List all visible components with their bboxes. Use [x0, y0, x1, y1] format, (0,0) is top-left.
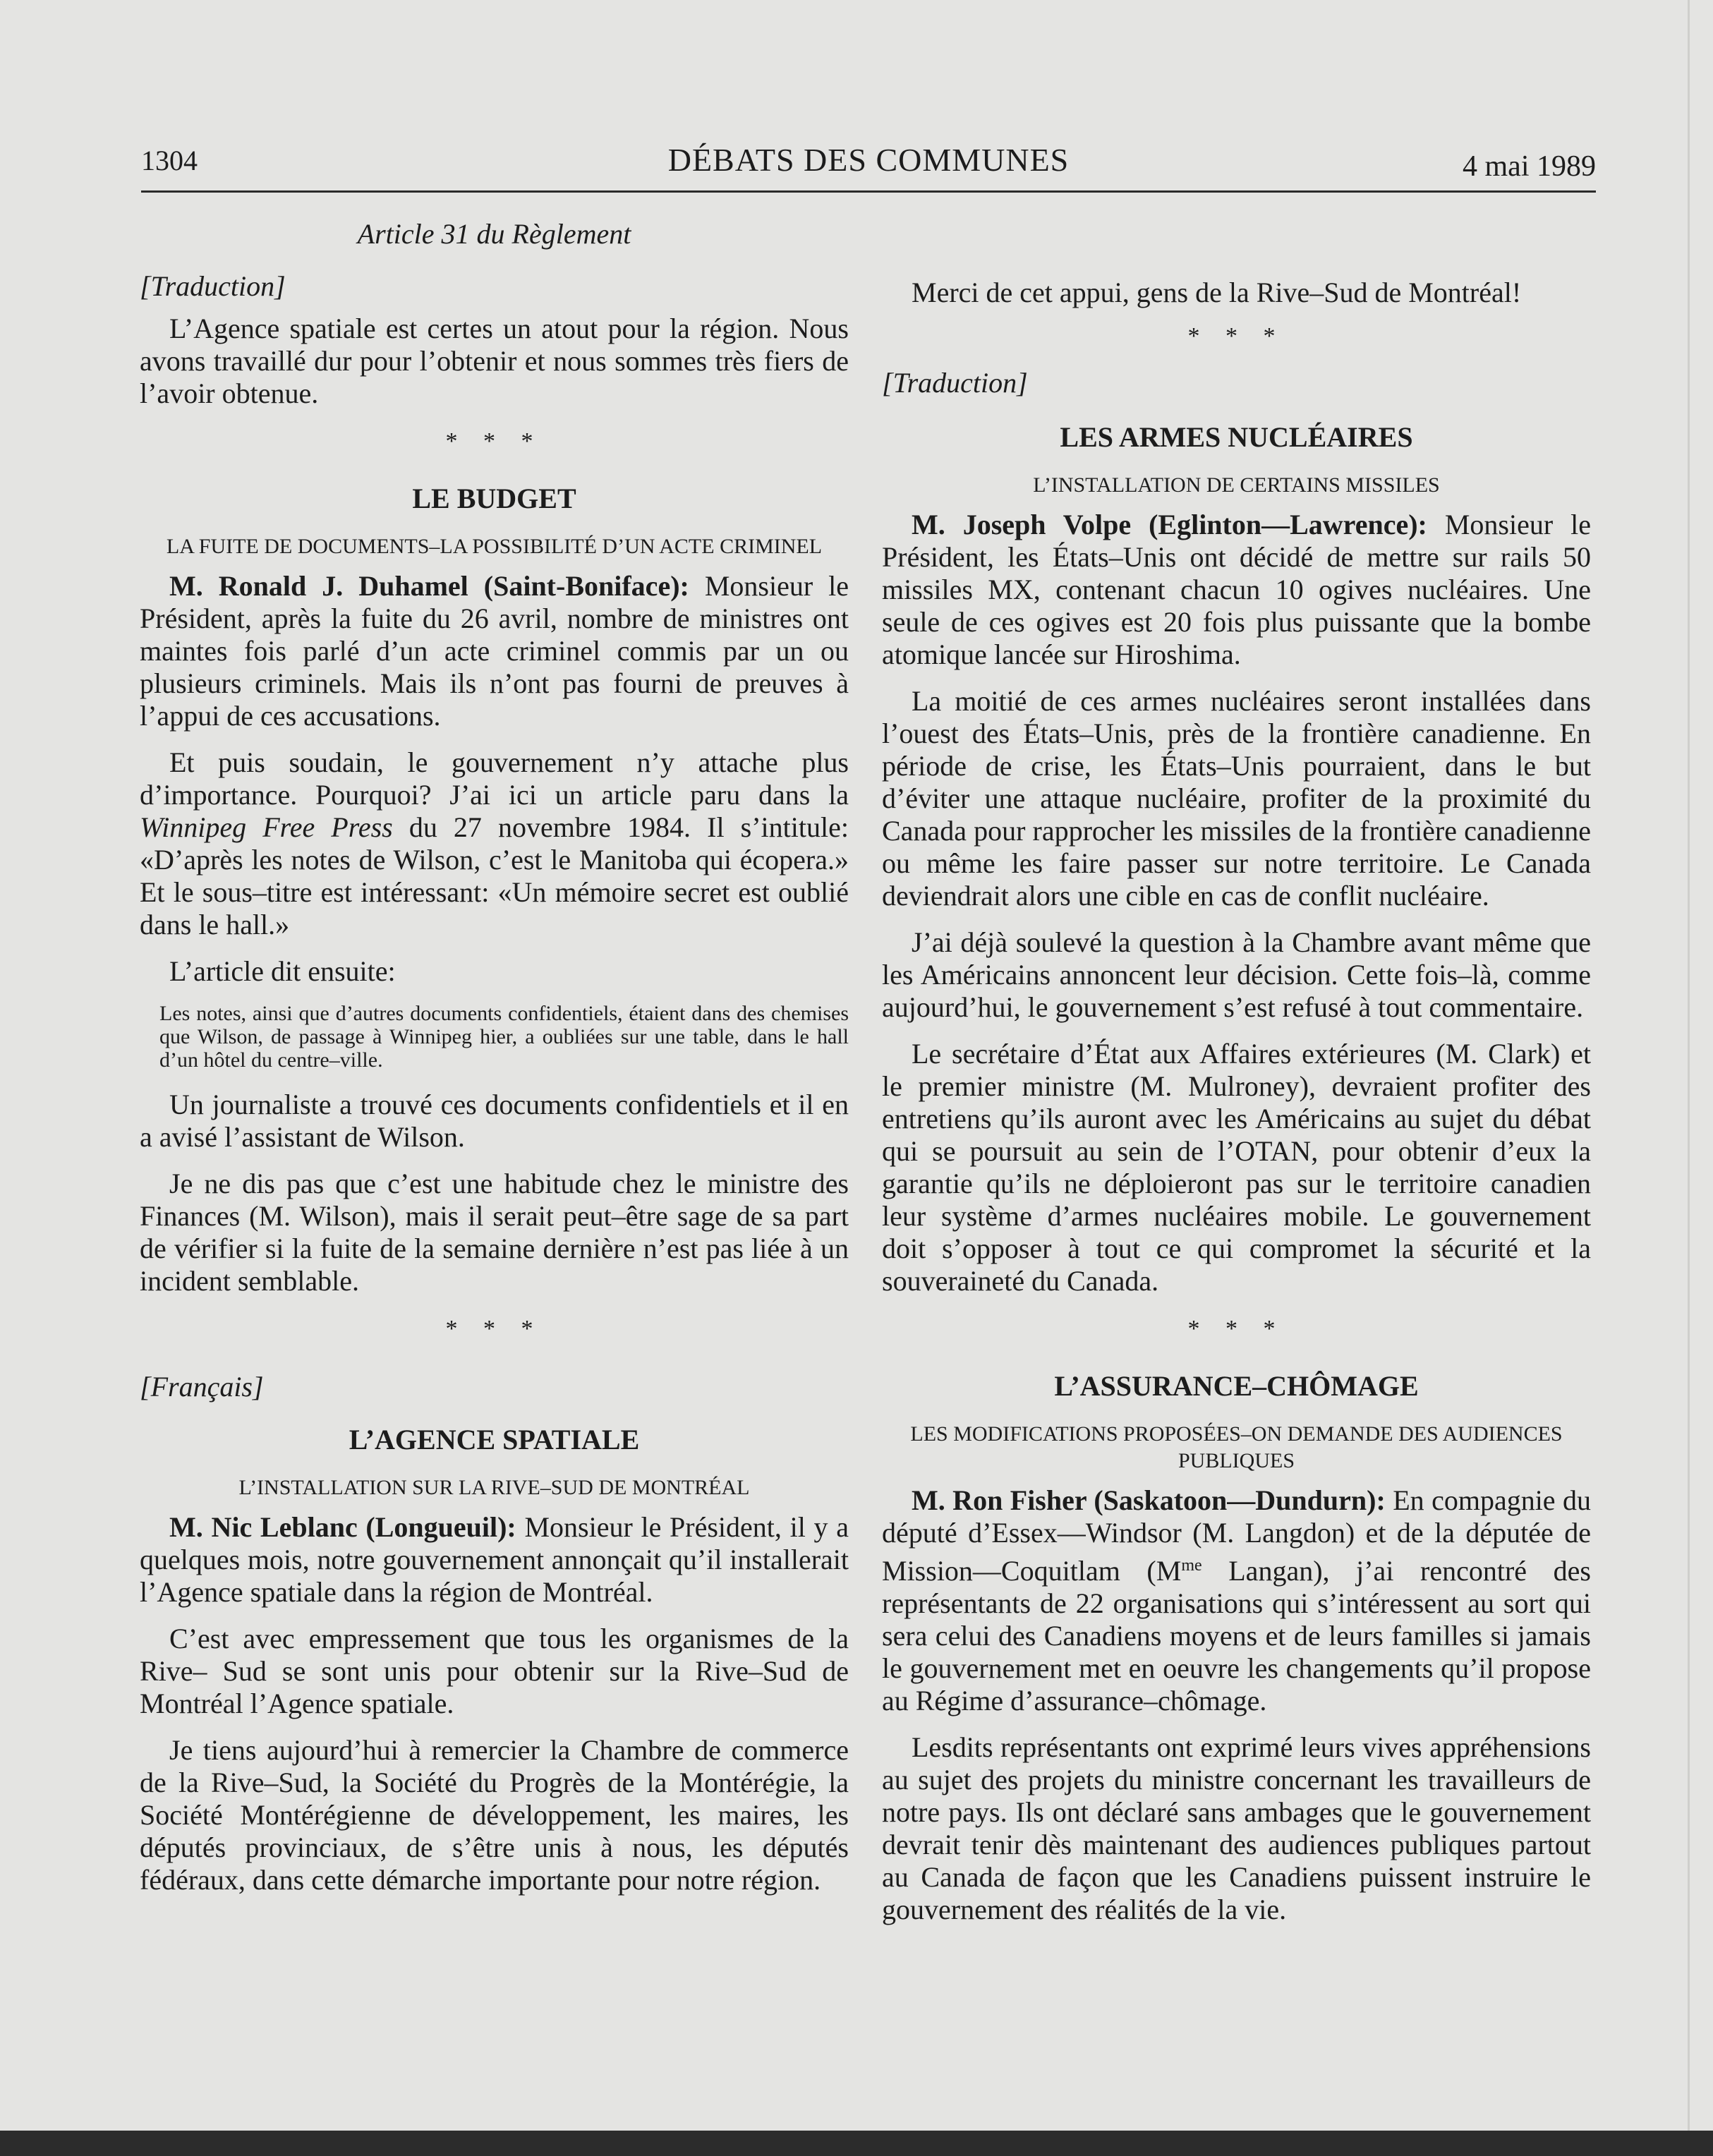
section-subheading: L’INSTALLATION DE CERTAINS MISSILES	[1033, 473, 1440, 497]
section-subheading: LES MODIFICATIONS PROPOSÉES–ON DEMANDE DES AUDIENCES PUBLIQUES	[910, 1422, 1563, 1472]
page-header	[141, 141, 1596, 193]
speaker-name: M. Ron Fisher (Saskatoon—Dundurn):	[912, 1484, 1386, 1516]
paragraph: Merci de cet appui, gens de la Rive–Sud de Montréal!	[912, 277, 1522, 308]
page-edge	[1688, 0, 1690, 2156]
paragraph: Un journaliste a trouvé ces documents confidentiels et il en a avisé l’assistant de Wilson.	[140, 1089, 849, 1153]
section-separator: * * *	[445, 428, 543, 454]
language-tag: [Traduction]	[140, 270, 286, 302]
paragraph: L’Agence spatiale est certes un atout pour la région. Nous avons travaillé dur pour l’obtenir et nous sommes très fiers de l’avoir obtenue.	[140, 313, 849, 409]
paragraph: Je ne dis pas que c’est une habitude chez le ministre des Finances (M. Wilson), mais il serait peut–être sage de sa part de vérifier si la fuite de la semaine dernière n’est pas liée à un incident semblable.	[140, 1168, 849, 1297]
section-heading-agence: L’AGENCE SPATIALE	[349, 1424, 640, 1455]
speech-text: Monsieur le Président, il y a quelques mois, notre gouvernement annonçait qu’il installerait l’Agence spatiale dans la région de Montréal.	[140, 1511, 849, 1608]
block-quote: Les notes, ainsi que d’autres documents confidentiels, étaient dans des chemises que Wilson, de passage à Winnipeg hier, a oubliées sur une table, dans le hall d’un hôtel du centre–ville.	[159, 1002, 849, 1072]
issue-date: 4 mai 1989	[1463, 150, 1596, 183]
rubric: Article 31 du Règlement	[357, 218, 631, 250]
section-heading-armes: LES ARMES NUCLÉAIRES	[1060, 421, 1413, 453]
paragraph: C’est avec empressement que tous les organismes de la Rive– Sud se sont unis pour obtenir sur la Rive–Sud de Montréal l’Agence spatiale.	[140, 1623, 849, 1719]
paragraph: Lesdits représentants ont exprimé leurs vives appréhensions au sujet des projets du ministre concernant les travailleurs de notre pays. Ils ont déclaré sans ambages que le gouvernement devrait tenir dès maintenant des audiences publiques partout au Canada de façon que les Canadiens puissent instruire le gouvernement des réalités de la vie.	[882, 1731, 1591, 1925]
section-heading-assurance: L’ASSURANCE–CHÔMAGE	[1054, 1370, 1419, 1402]
page-number: 1304	[141, 145, 198, 176]
scan-border	[0, 2131, 1713, 2156]
superscript: me	[1181, 1556, 1202, 1575]
publication-title: DÉBATS DES COMMUNES	[667, 142, 1070, 178]
section-heading-budget: LE BUDGET	[412, 483, 576, 514]
paragraph: Je tiens aujourd’hui à remercier la Chambre de commerce de la Rive–Sud, la Société du Progrès de la Montérégie, la Société Montérégienne de développement, les maires, les députés provinciaux, de s’être unis à nous, les députés fédéraux, dans cette démarche importante pour notre région.	[140, 1734, 849, 1896]
speech-text: Langan), j’ai rencontré des représentants de 22 organisations qui s’intéressent au sort qui sera celui des Canadiens moyens et de leurs familles si jamais le gouvernement met en oeuvre les changements qu’il propose au Régime d’assurance–chômage.	[882, 1555, 1591, 1716]
section-separator: * * *	[445, 1316, 543, 1342]
language-tag: [Français]	[140, 1371, 264, 1403]
speaker-name: M. Joseph Volpe (Eglinton—Lawrence):	[912, 509, 1427, 540]
speech-text: Monsieur le Président, les États–Unis ont décidé de mettre sur rails 50 missiles MX, contenant chacun 10 ogives nucléaires. Une seule de ces ogives est 20 fois plus puissante que la bombe atomique lancée sur Hiroshima.	[882, 509, 1591, 670]
speech-text: En compagnie du député d’Essex—Windsor (M. Langdon) et de la députée de Mission—Coquitlam (M	[882, 1484, 1591, 1587]
speech-text: Monsieur le Président, après la fuite du 26 avril, nombre de ministres ont maintes fois parlé d’un acte criminel commis par un ou plusieurs criminels. Mais ils n’ont pas fourni de preuves à l’appui de ces accusations.	[140, 570, 849, 732]
language-tag: [Traduction]	[882, 367, 1028, 399]
speech-text: Et puis soudain, le gouvernement n’y attache plus d’importance. Pourquoi? J’ai ici un article paru dans la	[140, 746, 849, 811]
speech-text: du 27 novembre 1984. Il s’intitule: «D’après les notes de Wilson, c’est le Manitoba qui écopera.» Et le sous–titre est intéressant: «Un mémoire secret est oublié dans le hall.»	[140, 811, 849, 940]
speaker-name: M. Nic Leblanc (Longueuil):	[169, 1511, 516, 1543]
newspaper-title: Winnipeg Free Press	[140, 811, 393, 843]
left-column	[140, 212, 849, 1910]
right-column	[882, 277, 1591, 1940]
speaker-name: M. Ronald J. Duhamel (Saint-Boniface):	[169, 570, 689, 602]
paragraph	[140, 570, 849, 732]
paragraph: L’article dit ensuite:	[169, 955, 396, 987]
section-subheading: LA FUITE DE DOCUMENTS–LA POSSIBILITÉ D’UN ACTE CRIMINEL	[166, 535, 823, 558]
paragraph	[140, 746, 849, 941]
paragraph: J’ai déjà soulevé la question à la Chambre avant même que les Américains annoncent leur décision. Cette fois–là, comme aujourd’hui, le gouvernement s’est refusé à tout commentaire.	[882, 926, 1591, 1023]
paragraph: La moitié de ces armes nucléaires seront installées dans l’ouest des États–Unis, près de la frontière canadienne. En période de crise, les États–Unis pourraient, dans le but d’éviter une attaque nucléaire, profiter de la proximité du Canada pour rapprocher les missiles de la frontière canadienne ou même les faire passer sur notre territoire. Le Canada deviendrait alors une cible en cas de conflit nucléaire.	[882, 685, 1591, 912]
paragraph	[140, 1511, 849, 1609]
section-subheading: L’INSTALLATION SUR LA RIVE–SUD DE MONTRÉAL	[238, 1476, 750, 1499]
paragraph: Le secrétaire d’État aux Affaires extérieures (M. Clark) et le premier ministre (M. Mulroney), devraient profiter des entretiens qu’ils auront avec les Américains au sujet du débat qui se poursuit au sein de l’OTAN, pour obtenir d’eux la garantie qu’ils ne déploieront pas sur le territoire canadien leur système d’armes nucléaires mobile. Le gouvernement doit s’opposer à tout ce qui compromet la sécurité et la souveraineté du Canada.	[882, 1038, 1591, 1297]
section-separator: * * *	[1187, 1316, 1285, 1342]
paragraph	[882, 509, 1591, 671]
section-separator: * * *	[1187, 323, 1285, 349]
paragraph	[882, 1484, 1591, 1717]
